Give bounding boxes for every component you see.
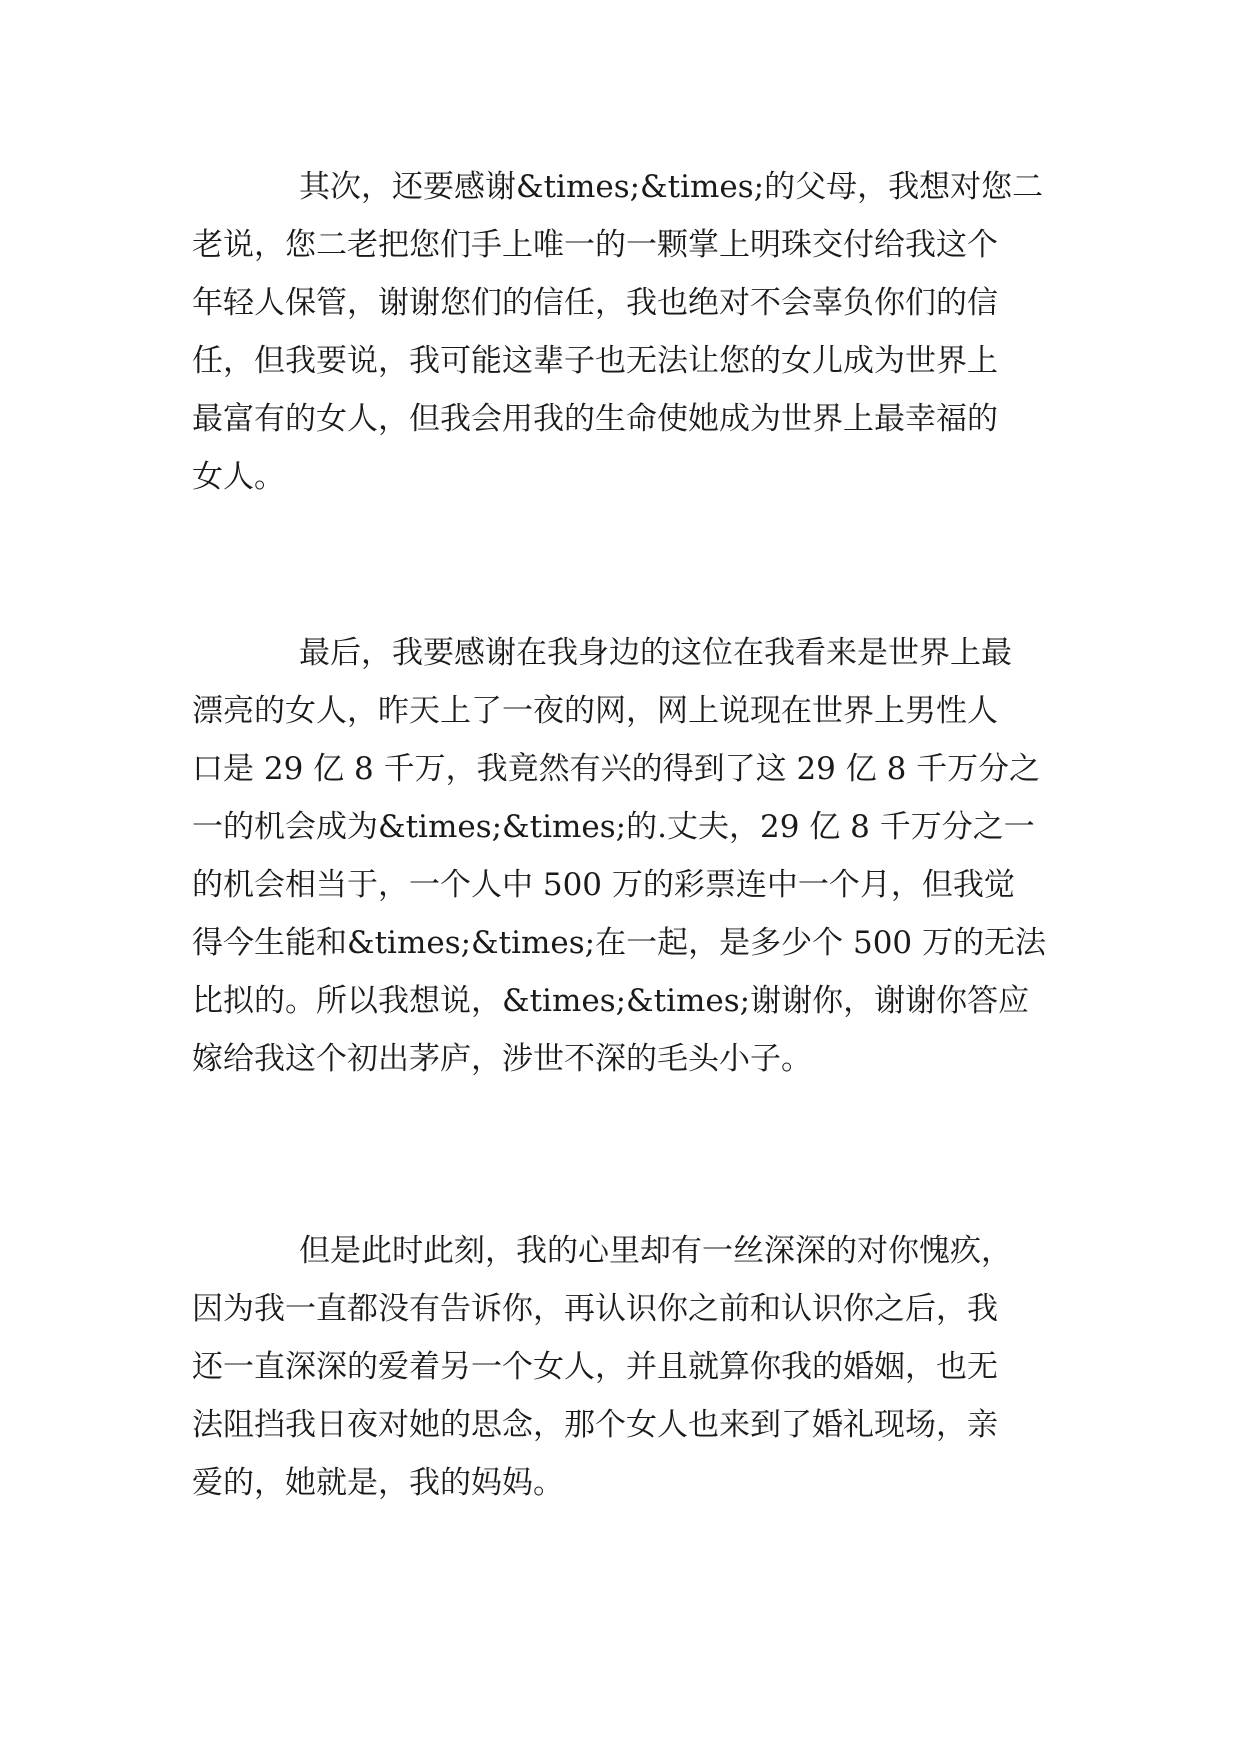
text-line: 口是 29 亿 8 千万，我竟然有兴的得到了这 29 亿 8 千万分之 (192, 751, 1041, 787)
text-line: 女人。 (192, 459, 285, 495)
text-line: 年轻人保管，谢谢您们的信任，我也绝对不会辜负你们的信 (192, 285, 998, 321)
text-line: 最富有的女人，但我会用我的生命使她成为世界上最幸福的 (192, 401, 998, 437)
text-line: 其次，还要感谢&times;&times;的父母，我想对您二 (299, 169, 1044, 205)
text-line: 得今生能和&times;&times;在一起，是多少个 500 万的无法 (192, 925, 1046, 961)
text-line: 法阻挡我日夜对她的思念，那个女人也来到了婚礼现场，亲 (192, 1407, 998, 1443)
paragraph-thanks-parents (192, 158, 1052, 506)
paragraph-confession (192, 1222, 1052, 1512)
paragraph-thanks-bride (192, 624, 1052, 1088)
text-line: 比拟的。所以我想说，&times;&times;谢谢你，谢谢你答应 (192, 983, 1030, 1019)
text-line: 最后，我要感谢在我身边的这位在我看来是世界上最 (299, 635, 1012, 671)
text-line: 任，但我要说，我可能这辈子也无法让您的女儿成为世界上 (192, 343, 998, 379)
text-line: 因为我一直都没有告诉你，再认识你之前和认识你之后，我 (192, 1291, 998, 1327)
text-line: 但是此时此刻，我的心里却有一丝深深的对你愧疚， (299, 1233, 1012, 1269)
text-line: 老说，您二老把您们手上唯一的一颗掌上明珠交付给我这个 (192, 227, 998, 263)
text-line: 还一直深深的爱着另一个女人，并且就算你我的婚姻，也无 (192, 1349, 998, 1385)
text-line: 的机会相当于，一个人中 500 万的彩票连中一个月，但我觉 (192, 867, 1015, 903)
text-line: 嫁给我这个初出茅庐，涉世不深的毛头小子。 (192, 1041, 812, 1077)
text-line: 一的机会成为&times;&times;的.丈夫，29 亿 8 千万分之一 (192, 809, 1035, 845)
text-line: 漂亮的女人，昨天上了一夜的网，网上说现在世界上男性人 (192, 693, 998, 729)
text-line: 爱的，她就是，我的妈妈。 (192, 1465, 564, 1501)
